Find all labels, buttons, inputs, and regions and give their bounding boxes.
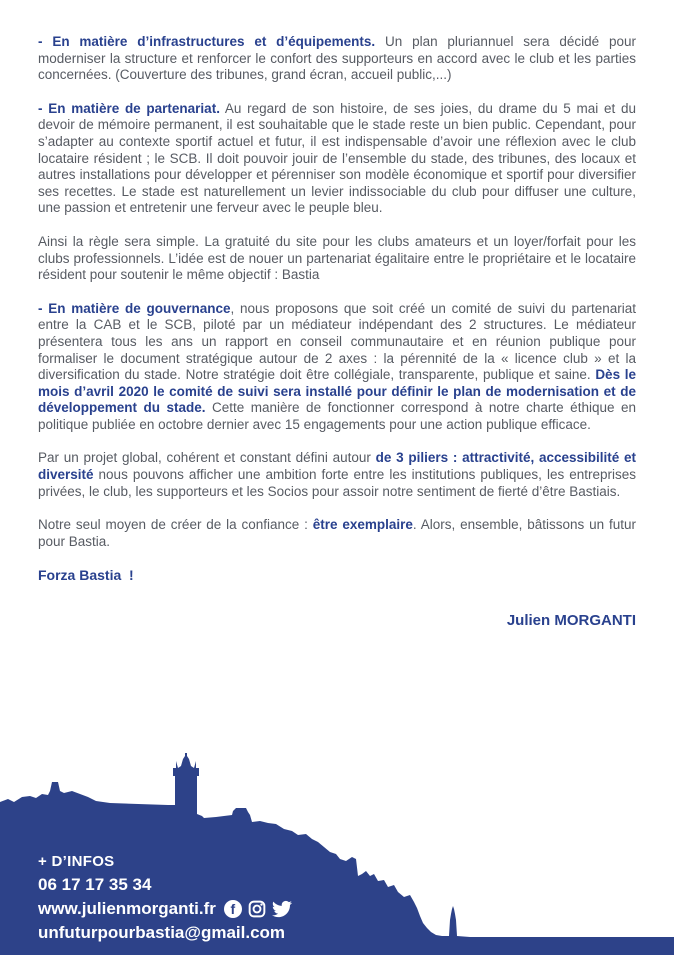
paragraph-regle (38, 234, 636, 284)
paragraph-text: Par un projet global, cohérent et constant défini autour (38, 450, 376, 466)
paragraph-text: , nous proposons que soit créé un comité de suivi du partenariat entre la CAB et le SCB, piloté par un médiateur indépendant des 2 structures. Le médiateur présentera tous les ans un rapport en conseil communautaire et en réunion publique pour formaliser le document stratégique autour de 2 axes : la pérennité de la « licence club » et la diversification du stade. Notre stratégie doit être collégiale, transparente, publique et saine. (38, 300, 636, 383)
paragraph-lead-bold: - En matière de gouvernance (38, 300, 231, 316)
paragraph-lead-bold: - En matière de partenariat. (38, 100, 220, 116)
instagram-icon[interactable] (248, 900, 266, 918)
website-line (38, 899, 292, 919)
paragraph-text: nous pouvons afficher une ambition forte entre les institutions publiques, les entreprises privées, le club, les supporteurs et les Socios pour assoir notre sentiment de fierté d’être Bastiais. (38, 467, 636, 499)
paragraph-text: . Alors, ensemble, bâtissons un futur pour Bastia. (38, 517, 636, 549)
phone-number: 06 17 17 35 34 (38, 875, 152, 894)
paragraph-text: Un plan pluriannuel sera décidé pour moderniser la structure et renforcer le confort des supporteurs en accord avec le club et les parties concernées. (Couverture des tribunes, grand écran, accueil public,...) (38, 34, 636, 83)
paragraph-emphasis-bold: Dès le mois d’avril 2020 le comité de suivi sera installé pour définir le plan de modernisation et de développement du stade. (38, 367, 637, 416)
website-link[interactable]: www.julienmorganti.fr (38, 899, 216, 918)
paragraph-emphasis-bold: être exemplaire (312, 517, 413, 533)
paragraph-gouvernance (38, 301, 636, 434)
paragraph-emphasis-bold: de 3 piliers : attractivité, accessibilité et diversité (38, 450, 636, 483)
paragraph-text: Ainsi la règle sera simple. La gratuité du site pour les clubs amateurs et un loyer/forfait pour les clubs professionnels. L’idée est de nouer un partenariat égalitaire entre le propriétaire et le locataire résident pour soutenir le même objectif : Bastia (38, 233, 636, 283)
paragraph-piliers (38, 450, 636, 500)
paragraph-text: Cette manière de fonctionner correspond à notre charte éthique en politique publiée en octobre dernier avec 15 engagements pour une action publique efficace. (38, 400, 636, 432)
facebook-icon[interactable] (224, 900, 242, 918)
author-signature: Julien MORGANTI (506, 612, 636, 630)
paragraph-infrastructures (38, 34, 636, 84)
contact-block (38, 853, 292, 942)
forza-bastia-slogan: Forza Bastia ! (38, 567, 134, 584)
paragraph-partenariat (38, 101, 636, 217)
paragraph-confiance (38, 517, 636, 550)
social-icons (224, 899, 292, 919)
email-address[interactable]: unfuturpourbastia@gmail.com (38, 923, 286, 942)
paragraph-text: Notre seul moyen de créer de la confiance : (38, 517, 313, 533)
document-body (38, 34, 636, 645)
paragraph-text: Au regard de son histoire, de ses joies, du drame du 5 mai et du devoir de mémoire permanent, il est souhaitable que le stade reste un bien public. Cependant, pour s’adapter au contexte sportif actuel et futur, il est indispensable d’avoir une réflexion avec le club locataire résident ; le SCB. Il doit pouvoir jouir de l’ensemble du stade, des tribunes, des locaux et autres installations pour développer et pérenniser son modèle économique et sportif pour diversifier ses recettes. Le stade est naturellement un levier indissociable du club pour diffuser une culture, une passion et entretenir une ferveur avec le peuple bleu. (38, 100, 636, 216)
infos-label: + D’INFOS (38, 853, 115, 870)
facebook-glyph: f (230, 900, 236, 917)
twitter-icon[interactable] (272, 899, 292, 919)
paragraph-lead-bold: - En matière d’infrastructures et d’équipements. (38, 34, 376, 49)
